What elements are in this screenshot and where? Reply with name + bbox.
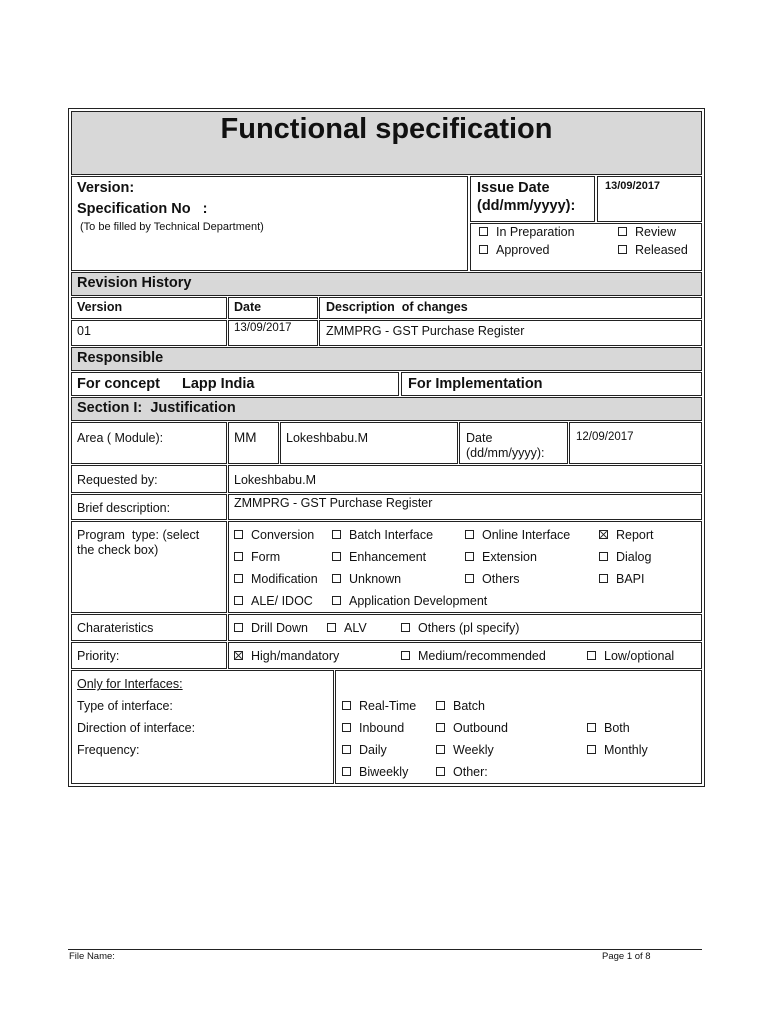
priority-label: Priority: [77, 649, 120, 663]
area-person: Lokeshbabu.M [286, 431, 369, 445]
char-others[interactable]: Others (pl specify) [401, 621, 519, 635]
program-batch-interface[interactable]: Batch Interface [332, 528, 433, 542]
iface-monthly[interactable]: Monthly [587, 743, 648, 757]
priority-medium[interactable]: Medium/recommended [401, 649, 546, 663]
issue-date-format: (dd/mm/yyyy): [477, 198, 576, 214]
date-value-cell [569, 422, 702, 464]
checkbox-icon [332, 552, 341, 561]
responsible-heading-box [71, 347, 702, 371]
status-released[interactable]: Released [618, 243, 688, 257]
issue-date-value: 13/09/2017 [605, 180, 661, 192]
footer-file-name: File Name: [69, 951, 115, 962]
program-online-interface[interactable]: Online Interface [465, 528, 570, 542]
revision-heading: Revision History [77, 275, 192, 291]
checkbox-icon [327, 623, 336, 632]
program-enhancement[interactable]: Enhancement [332, 550, 426, 564]
checkbox-icon [342, 745, 351, 754]
checkbox-icon [587, 651, 596, 660]
checkbox-icon [342, 701, 351, 710]
program-modification[interactable]: Modification [234, 572, 318, 586]
checkbox-icon [401, 623, 410, 632]
rev-header-version: Version [77, 300, 123, 314]
program-ale-idoc[interactable]: ALE/ IDOC [234, 594, 313, 608]
issue-date-label: Issue Date [477, 180, 550, 196]
spec-no-label: Specification No : [77, 201, 208, 217]
checked-box-icon [234, 651, 243, 660]
iface-batch[interactable]: Batch [436, 699, 485, 713]
iface-real-time[interactable]: Real-Time [342, 699, 416, 713]
date-format: (dd/mm/yyyy): [466, 446, 545, 460]
program-report[interactable]: Report [599, 528, 654, 542]
checkbox-icon [618, 245, 627, 254]
program-conversion[interactable]: Conversion [234, 528, 314, 542]
checkbox-icon [332, 574, 341, 583]
date-label: Date [466, 431, 493, 445]
program-application-development[interactable]: Application Development [332, 594, 487, 608]
status-approved[interactable]: Approved [479, 243, 550, 257]
iface-biweekly[interactable]: Biweekly [342, 765, 408, 779]
checkbox-icon [587, 723, 596, 732]
checkbox-icon [618, 227, 627, 236]
concept-value: Lapp India [182, 376, 255, 392]
checkbox-icon [436, 767, 445, 776]
iface-weekly[interactable]: Weekly [436, 743, 494, 757]
checkbox-icon [234, 552, 243, 561]
footer-page: Page 1 of 8 [602, 951, 651, 962]
program-others[interactable]: Others [465, 572, 520, 586]
program-unknown[interactable]: Unknown [332, 572, 401, 586]
direction-label: Direction of interface: [77, 721, 196, 735]
iface-both[interactable]: Both [587, 721, 630, 735]
interfaces-label: Only for Interfaces: [77, 677, 183, 691]
priority-high[interactable]: High/mandatory [234, 649, 339, 663]
checkbox-icon [234, 574, 243, 583]
rev-header-desc: Description of changes [326, 300, 468, 314]
checkbox-icon [465, 574, 474, 583]
program-label-line1: Program type: (select [77, 528, 200, 542]
area-label: Area ( Module): [77, 431, 164, 445]
checkbox-icon [342, 767, 351, 776]
spec-note: (To be filled by Technical Department) [80, 221, 264, 233]
page-title: Functional specification [220, 113, 553, 145]
checkbox-icon [332, 530, 341, 539]
checkbox-icon [436, 701, 445, 710]
checkbox-icon [465, 530, 474, 539]
status-in-preparation[interactable]: In Preparation [479, 225, 575, 239]
implementation-label: For Implementation [408, 376, 543, 392]
checked-box-icon [599, 530, 608, 539]
checkbox-icon [587, 745, 596, 754]
program-form[interactable]: Form [234, 550, 280, 564]
program-dialog[interactable]: Dialog [599, 550, 651, 564]
checkbox-icon [332, 596, 341, 605]
version-label: Version: [77, 180, 135, 196]
checkbox-icon [599, 574, 608, 583]
area-value: MM [234, 430, 257, 445]
requested-value: Lokeshbabu.M [234, 473, 317, 487]
type-label: Type of interface: [77, 699, 173, 713]
date-value: 12/09/2017 [576, 431, 634, 443]
rev-row-version: 01 [77, 324, 91, 338]
priority-low[interactable]: Low/optional [587, 649, 674, 663]
checkbox-icon [401, 651, 410, 660]
rev-header-date: Date [234, 300, 262, 314]
checkbox-icon [479, 245, 488, 254]
concept-label: For concept [77, 376, 160, 392]
brief-value: ZMMPRG - GST Purchase Register [234, 496, 433, 510]
section1-heading: Section I: Justification [77, 400, 236, 416]
checkbox-icon [599, 552, 608, 561]
checkbox-icon [479, 227, 488, 236]
char-alv[interactable]: ALV [327, 621, 367, 635]
checkbox-icon [234, 596, 243, 605]
iface-daily[interactable]: Daily [342, 743, 387, 757]
iface-inbound[interactable]: Inbound [342, 721, 404, 735]
char-label: Charateristics [77, 621, 154, 635]
checkbox-icon [436, 723, 445, 732]
brief-label: Brief description: [77, 501, 171, 515]
frequency-label: Frequency: [77, 743, 140, 757]
footer-rule [68, 949, 702, 950]
program-extension[interactable]: Extension [465, 550, 537, 564]
char-drill-down[interactable]: Drill Down [234, 621, 308, 635]
status-review[interactable]: Review [618, 225, 676, 239]
program-bapi[interactable]: BAPI [599, 572, 645, 586]
program-label-line2: the check box) [77, 543, 159, 557]
rev-row-desc: ZMMPRG - GST Purchase Register [326, 324, 525, 338]
iface-other[interactable]: Other: [436, 765, 488, 779]
checkbox-icon [342, 723, 351, 732]
checkbox-icon [465, 552, 474, 561]
responsible-heading: Responsible [77, 350, 164, 366]
checkbox-icon [234, 530, 243, 539]
rev-row-date: 13/09/2017 [234, 322, 292, 334]
rev-cell-version [71, 320, 227, 346]
iface-outbound[interactable]: Outbound [436, 721, 508, 735]
requested-label: Requested by: [77, 473, 158, 487]
checkbox-icon [234, 623, 243, 632]
checkbox-icon [436, 745, 445, 754]
